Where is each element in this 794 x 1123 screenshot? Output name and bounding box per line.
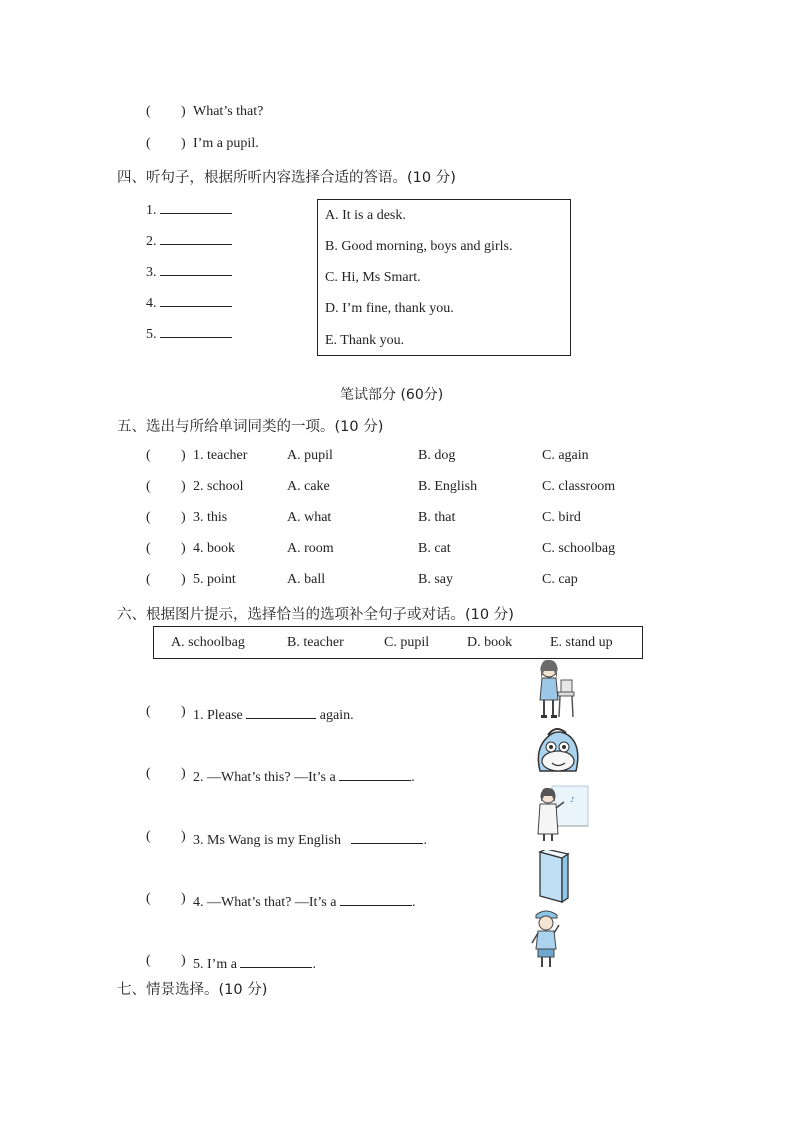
paren-close: ) [181, 891, 186, 906]
line-number: 3. [146, 265, 157, 280]
answer-line-1[interactable] [146, 199, 232, 219]
line-number: 4. [146, 296, 157, 311]
line-number: 5. [146, 327, 157, 342]
paren-close: ) [181, 104, 186, 119]
fill-blank[interactable] [351, 829, 423, 844]
paren-close: ) [181, 448, 186, 463]
answer-blank[interactable] [160, 292, 232, 307]
paren-open[interactable]: ( [146, 510, 151, 525]
question-word: 5. point [193, 572, 236, 587]
section4-heading: 四、听句子，根据所听内容选择合适的答语。(10 分) [117, 170, 456, 186]
option-a: A. schoolbag [171, 635, 245, 650]
paren-close: ) [181, 541, 186, 556]
choice-b[interactable]: B. dog [418, 448, 456, 463]
item-tail: . [312, 957, 316, 972]
option-b: B. teacher [287, 635, 344, 650]
option-e: E. Thank you. [325, 333, 405, 348]
section6-options-box [153, 626, 643, 659]
section4-options-box [317, 199, 571, 356]
paren-open[interactable]: ( [146, 829, 151, 844]
option-d: D. book [467, 635, 513, 650]
fill-blank[interactable] [339, 766, 411, 781]
option-e: E. stand up [550, 635, 613, 650]
boy-pupil-picture [530, 907, 562, 969]
paren-open[interactable]: ( [146, 891, 151, 906]
choice-b[interactable]: B. English [418, 479, 478, 494]
fill-blank[interactable] [240, 953, 312, 968]
choice-b[interactable]: B. that [418, 510, 456, 525]
paren-open[interactable]: ( [146, 448, 151, 463]
answer-line-4[interactable] [146, 292, 232, 312]
question-word: 4. book [193, 541, 235, 556]
choice-b[interactable]: B. cat [418, 541, 451, 556]
schoolbag-icon [532, 723, 584, 778]
paren-close: ) [181, 479, 186, 494]
choice-a[interactable]: A. room [287, 541, 334, 556]
paren-open[interactable]: ( [146, 572, 151, 587]
choice-c[interactable]: C. classroom [542, 479, 616, 494]
choice-c[interactable]: C. cap [542, 572, 578, 587]
answer-blank[interactable] [160, 199, 232, 214]
item-text: 1. Please [193, 708, 243, 723]
paren-open[interactable]: ( [146, 704, 151, 719]
line-number: 1. [146, 203, 157, 218]
paren-open: ( [146, 136, 151, 151]
choice-a[interactable]: A. pupil [287, 448, 333, 463]
paren-close: ) [181, 510, 186, 525]
answer-blank[interactable] [160, 323, 232, 338]
paren-close: ) [181, 704, 186, 719]
paren-open[interactable]: ( [146, 541, 151, 556]
choice-c[interactable]: C. schoolbag [542, 541, 616, 556]
answer-blank[interactable] [160, 261, 232, 276]
item-tail: again. [319, 708, 354, 723]
item-text: What’s that? [193, 104, 264, 119]
paren-close: ) [181, 829, 186, 844]
option-a: A. It is a desk. [325, 208, 406, 223]
choice-c[interactable]: C. bird [542, 510, 581, 525]
section6-heading: 六、根据图片提示，选择恰当的选项补全句子或对话。(10 分) [117, 607, 514, 623]
item-text: 2. —What’s this? —It’s a [193, 770, 336, 785]
question-word: 3. this [193, 510, 228, 525]
item-tail: . [411, 770, 415, 785]
item-text: I’m a pupil. [193, 136, 259, 151]
paren-close: ) [181, 766, 186, 781]
fill-blank[interactable] [246, 704, 316, 719]
item-text: 5. I’m a [193, 957, 237, 972]
item-text: 4. —What’s that? —It’s a [193, 895, 337, 910]
svg-text:♪: ♪ [570, 796, 575, 804]
fill-blank[interactable] [340, 891, 412, 906]
answer-blank[interactable] [160, 230, 232, 245]
paren-open[interactable]: ( [146, 766, 151, 781]
paren-close: ) [181, 953, 186, 968]
section7-heading: 七、情景选择。(10 分) [117, 982, 268, 998]
answer-line-2[interactable] [146, 230, 232, 250]
book-icon [534, 850, 574, 904]
section5-heading: 五、选出与所给单词同类的一项。(10 分) [117, 419, 384, 435]
paren-close: ) [181, 572, 186, 587]
choice-b[interactable]: B. say [418, 572, 453, 587]
written-part-title: 笔试部分 (60分) [340, 387, 444, 403]
option-b: B. Good morning, boys and girls. [325, 239, 513, 254]
item-tail: . [411, 895, 416, 910]
question-word: 1. teacher [193, 448, 248, 463]
choice-a[interactable]: A. cake [287, 479, 330, 494]
option-c: C. pupil [384, 635, 430, 650]
girl-standing-by-chair-picture [530, 658, 590, 720]
paren-open[interactable]: ( [146, 953, 151, 968]
teacher-at-board-picture [530, 784, 590, 842]
answer-line-5[interactable] [146, 323, 232, 343]
option-c: C. Hi, Ms Smart. [325, 270, 421, 285]
item-tail: . [423, 833, 427, 848]
choice-a[interactable]: A. what [287, 510, 332, 525]
answer-line-3[interactable] [146, 261, 232, 281]
option-d: D. I’m fine, thank you. [325, 301, 454, 316]
choice-c[interactable]: C. again [542, 448, 589, 463]
question-word: 2. school [193, 479, 244, 494]
line-number: 2. [146, 234, 157, 249]
choice-a[interactable]: A. ball [287, 572, 326, 587]
paren-close: ) [181, 136, 186, 151]
paren-open[interactable]: ( [146, 479, 151, 494]
item-text: 3. Ms Wang is my English [193, 833, 341, 848]
paren-open: ( [146, 104, 151, 119]
